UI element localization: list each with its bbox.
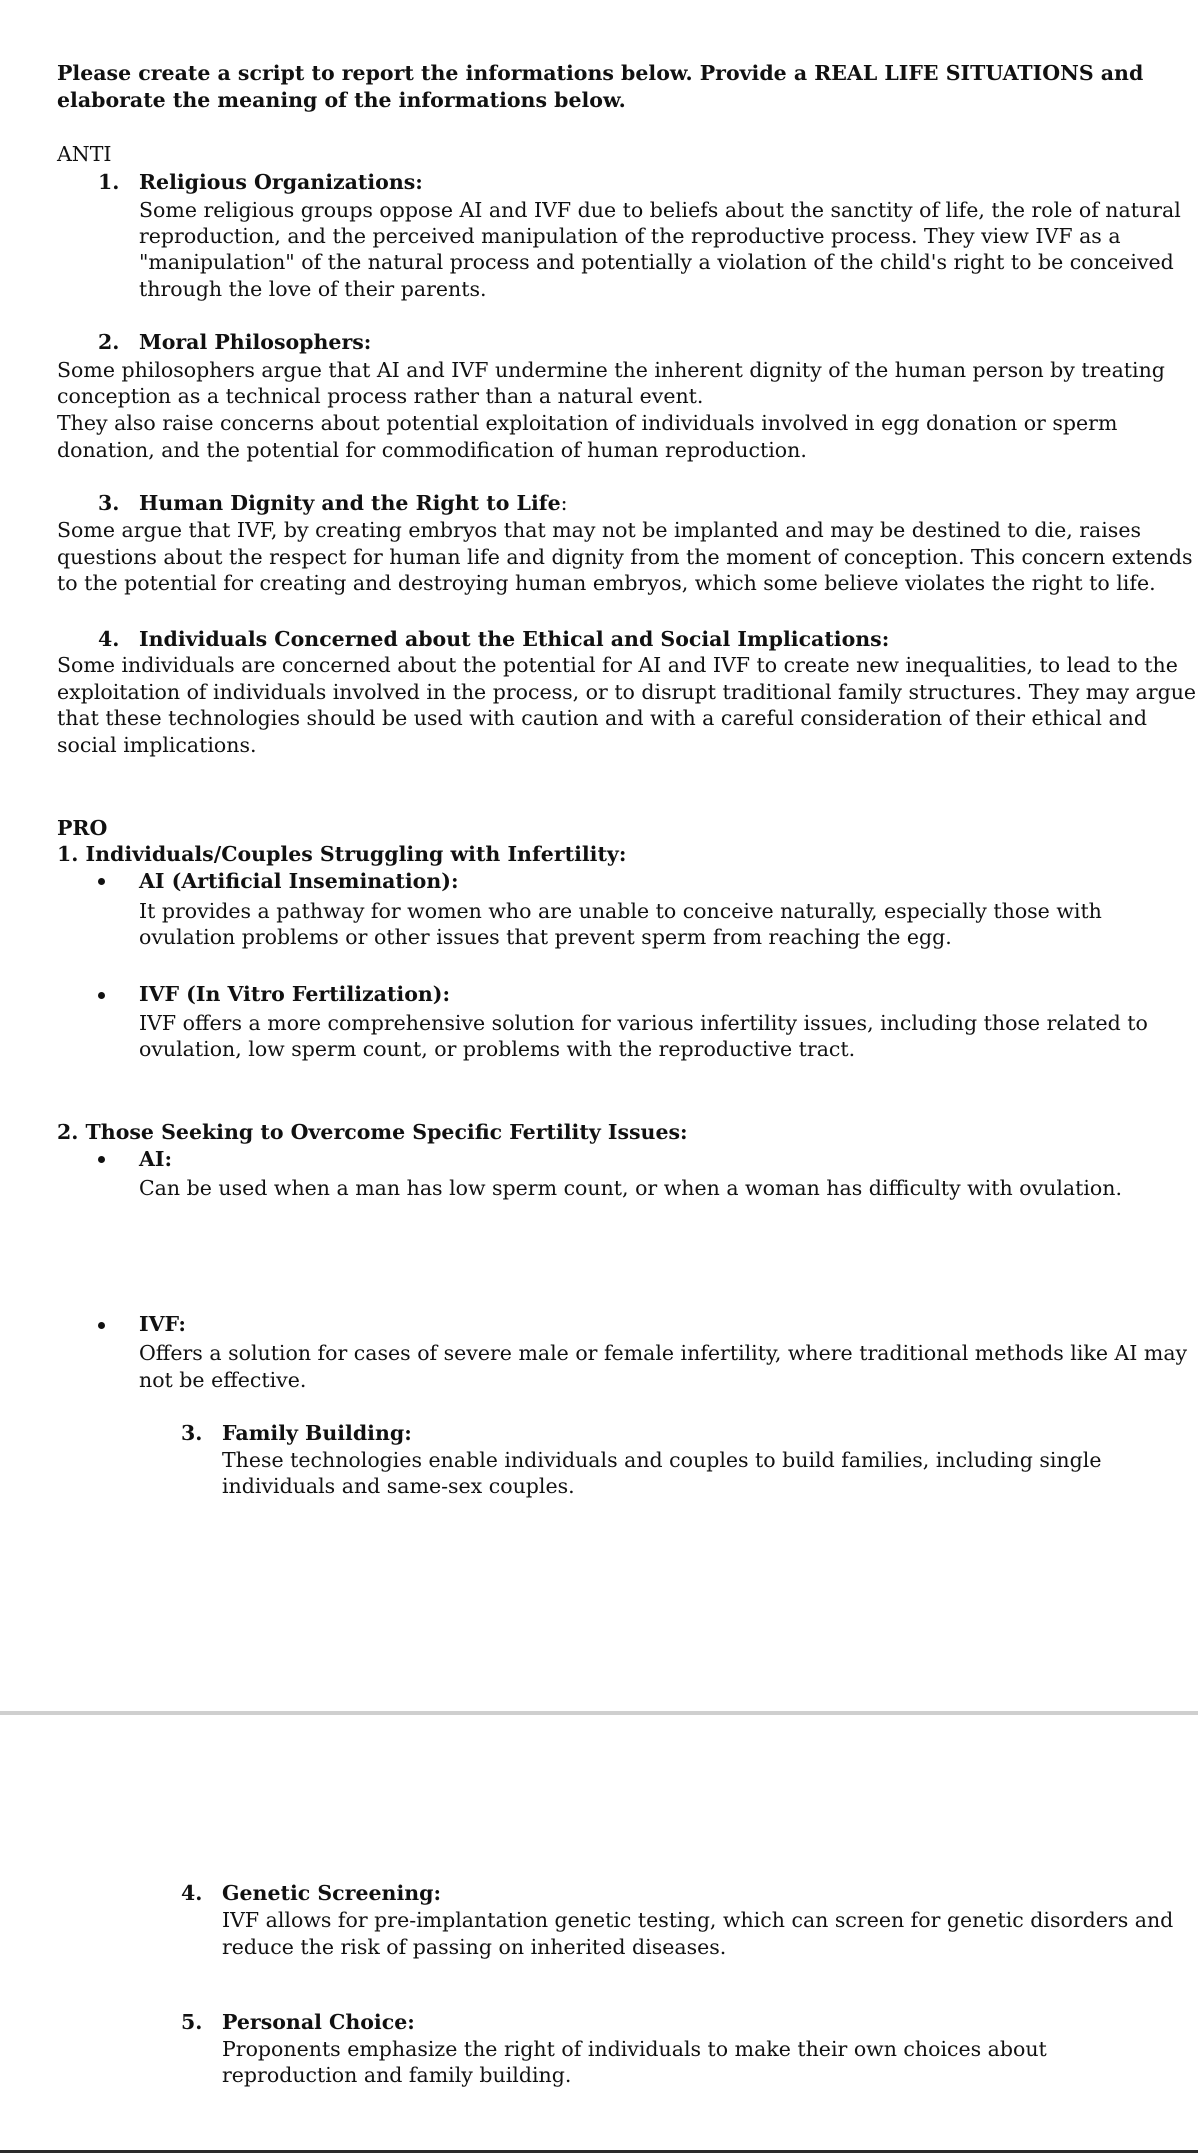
pro-item-5-line-2: reproduction and family building. [222,2063,572,2087]
pro-group-2-bullet-2-line-1: Offers a solution for cases of severe male or female infertility, where traditional methods like AI may [139,1341,1188,1365]
anti-item-3-number: 3. [98,491,120,515]
anti-item-4-title: Individuals Concerned about the Ethical and Social Implications: [139,627,890,651]
anti-item-2-line-4: donation, and the potential for commodification of human reproduction. [57,438,807,462]
bullet-dot [98,1156,105,1163]
pro-group-2-bullet-1-title: AI: [139,1147,173,1171]
intro-line-2: elaborate the meaning of the informations below. [57,88,626,112]
pro-item-4-line-2: reduce the risk of passing on inherited diseases. [222,1935,727,1959]
pro-item-3-title: Family Building: [222,1421,412,1445]
anti-item-3-line-3: to the potential for creating and destroying human embryos, which some believe violates the right to life. [57,571,1156,595]
page-bottom-edge [0,2150,1198,2153]
anti-item-2-number: 2. [98,330,120,354]
anti-item-3-title-suffix: : [560,491,568,515]
anti-item-1-number: 1. [98,170,120,194]
anti-item-2-line-1: Some philosophers argue that AI and IVF undermine the inherent dignity of the human person by treating [57,358,1165,382]
intro-line-1: Please create a script to report the informations below. Provide a REAL LIFE SITUATIONS and [57,61,1144,85]
anti-heading: ANTI [57,142,112,166]
pro-item-3-number: 3. [181,1421,203,1445]
pro-heading: PRO [57,816,108,840]
pro-item-5-number: 5. [181,2010,203,2034]
pro-item-3-line-1: These technologies enable individuals and couples to build families, including single [222,1448,1102,1472]
page-break-divider [0,1711,1198,1715]
pro-item-4-number: 4. [181,1881,203,1905]
pro-item-3-line-2: individuals and same-sex couples. [222,1474,575,1498]
anti-item-2-title: Moral Philosophers: [139,330,372,354]
anti-item-3-title-row [139,490,568,517]
bullet-dot [98,1322,105,1329]
anti-item-4-line-4: social implications. [57,733,257,757]
anti-item-3-title: Human Dignity and the Right to Life [139,491,561,515]
bullet-dot [98,878,105,885]
anti-item-1-line-1: Some religious groups oppose AI and IVF due to beliefs about the sanctity of life, the role of natural [139,198,1181,222]
pro-group-1-title: 1. Individuals/Couples Struggling with Infertility: [57,842,627,866]
pro-group-1-bullet-2-line-2: ovulation, low sperm count, or problems with the reproductive tract. [139,1037,856,1061]
pro-item-4-title: Genetic Screening: [222,1881,442,1905]
anti-item-1-line-4: through the love of their parents. [139,277,487,301]
anti-item-4-number: 4. [98,627,120,651]
anti-item-2-line-3: They also raise concerns about potential exploitation of individuals involved in egg donation or sperm [57,411,1118,435]
anti-item-4-line-2: exploitation of individuals involved in the process, or to disrupt traditional family structures. They may argue [57,680,1197,704]
pro-group-1-bullet-2-title: IVF (In Vitro Fertilization): [139,982,451,1006]
anti-item-1-title: Religious Organizations: [139,170,423,194]
pro-group-1-bullet-1-line-1: It provides a pathway for women who are unable to conceive naturally, especially those with [139,899,1102,923]
pro-group-2-title: 2. Those Seeking to Overcome Specific Fertility Issues: [57,1120,688,1144]
pro-group-1-bullet-1-title: AI (Artificial Insemination): [139,869,459,893]
anti-item-3-line-1: Some argue that IVF, by creating embryos that may not be implanted and may be destined to die, raises [57,518,1141,542]
pro-item-5-line-1: Proponents emphasize the right of individuals to make their own choices about [222,2037,1047,2061]
pro-group-2-bullet-2-title: IVF: [139,1312,186,1336]
pro-item-4-line-1: IVF allows for pre-implantation genetic testing, which can screen for genetic disorders and [222,1908,1174,1932]
pro-item-5-title: Personal Choice: [222,2010,415,2034]
pro-group-2-bullet-2-line-2: not be effective. [139,1368,307,1392]
anti-item-4-line-1: Some individuals are concerned about the potential for AI and IVF to create new inequalities, to lead to the [57,653,1178,677]
pro-group-2-bullet-1-line-1: Can be used when a man has low sperm count, or when a woman has difficulty with ovulation. [139,1176,1122,1200]
anti-item-1-line-3: "manipulation" of the natural process and potentially a violation of the child's right to be conceived [139,250,1174,274]
bullet-dot [98,992,105,999]
anti-item-2-line-2: conception as a technical process rather than a natural event. [57,384,704,408]
anti-item-3-line-2: questions about the respect for human life and dignity from the moment of conception. This concern extends [57,545,1193,569]
pro-group-1-bullet-2-line-1: IVF offers a more comprehensive solution for various infertility issues, including those related to [139,1011,1148,1035]
anti-item-1-line-2: reproduction, and the perceived manipulation of the reproductive process. They view IVF as a [139,224,1121,248]
pro-group-1-bullet-1-line-2: ovulation problems or other issues that prevent sperm from reaching the egg. [139,925,952,949]
anti-item-4-line-3: that these technologies should be used with caution and with a careful consideration of their ethical and [57,706,1147,730]
